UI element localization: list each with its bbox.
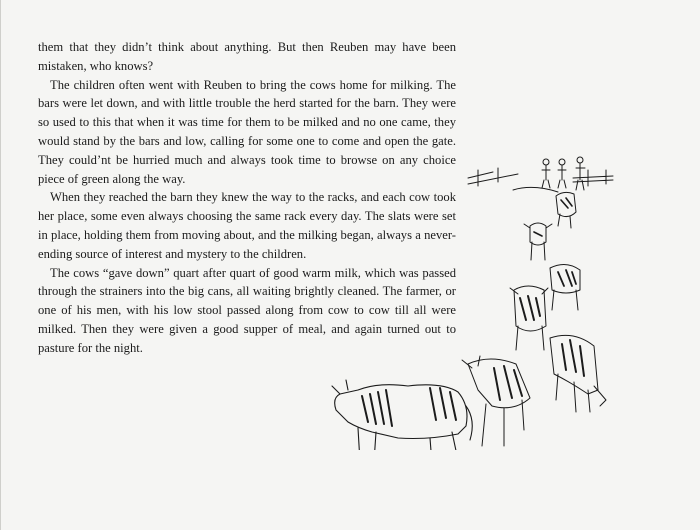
paragraph-4: The cows “gave down” quart after quart of good warm milk, which was passed through the strainers into the big cans, all waiting brightly cleaned. The farmer, or one of his men, with his low stool passed along from cow to cow till all were milked. Then they were given a good supper of meal, and again turned out to pasture for the night. — [38, 265, 456, 355]
cow-foreground-icon — [332, 380, 472, 450]
page-edge — [0, 0, 1, 530]
cows-illustration — [318, 150, 618, 450]
farmyard-fence-icon — [468, 168, 613, 192]
paragraph-1: them that they didn’t think about anything. But then Reuben may have been mistaken, who knows? — [38, 40, 456, 73]
cow-far-2-icon — [524, 223, 552, 260]
children-figures-icon — [542, 157, 585, 190]
paragraph-2: The children often went with Reuben to bring the cows home for milking. The bars were let down, and with little trouble the herd started for the barn. They were so used to this that when it was time for them to be milked and no one came, they would stand by the bars and low, calling for some one to come and open the gate. They could’nt be hurried much and always took time to browse on any choice piece of green along the way. — [38, 77, 456, 186]
cow-mid-1-icon — [510, 286, 548, 350]
cow-far-3-icon — [550, 264, 580, 310]
paragraph-3: When they reached the barn they knew the way to the racks, and each cow took her place, some even always choosing the same rack every day. The slats were set in place, holding them from moving about, and the milking began, always a never-ending source of interest and mystery to the children. — [38, 190, 456, 261]
cow-far-1-icon — [556, 192, 576, 228]
cows-walking-home-icon — [318, 150, 618, 450]
cow-mid-2-icon — [550, 335, 606, 412]
